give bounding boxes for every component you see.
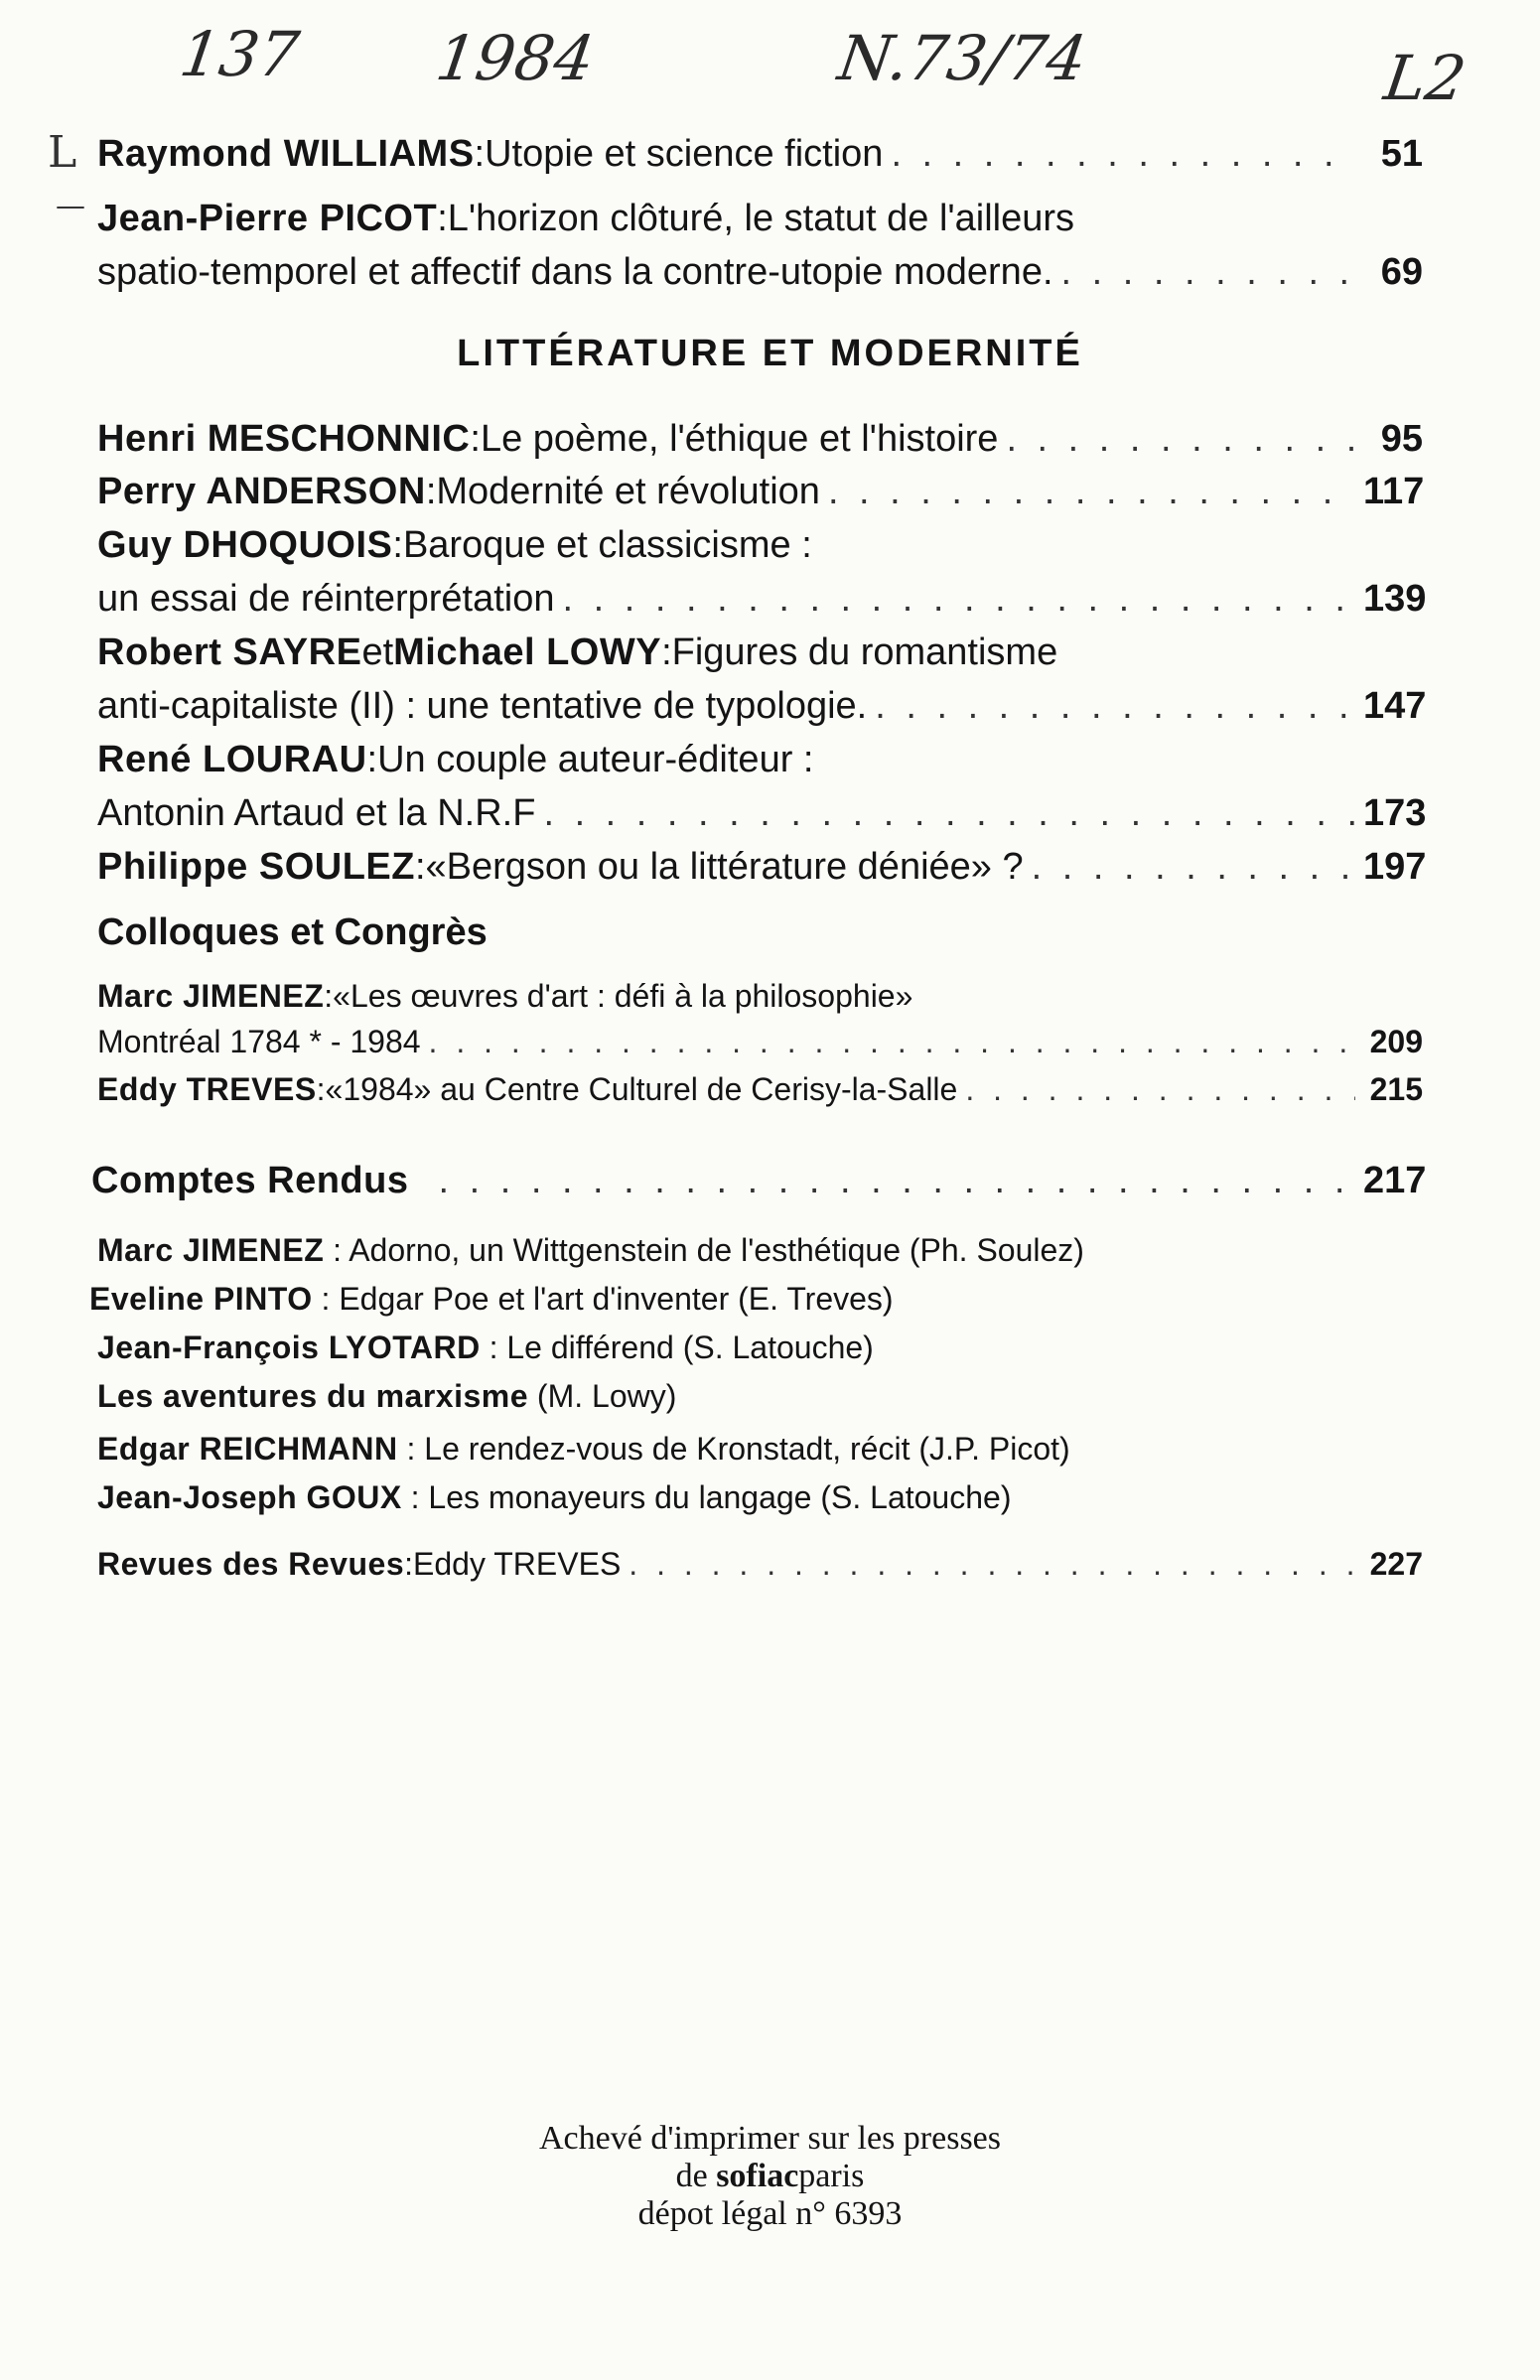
review-text: : Les monayeurs du langage (S. Latouche)	[401, 1479, 1012, 1515]
author-name: Henri MESCHONNIC	[97, 418, 471, 460]
entry-title-cont: un essai de réinterprétation	[97, 578, 555, 620]
imprint-line-2: de sofiacparis	[675, 2158, 865, 2194]
toc-entry-soulez	[97, 840, 1427, 894]
separator: :	[324, 978, 334, 1014]
entry-title: Modernité et révolution	[436, 471, 820, 512]
separator: :	[661, 631, 672, 673]
separator: :	[437, 198, 448, 239]
handwritten-issue: N.73/74	[833, 22, 1091, 94]
page-number: 69	[1380, 251, 1423, 293]
entry-title-cont: anti-capitaliste (II) : une tentative de typologie.	[97, 685, 868, 727]
imprint-line-3: dépot légal n° 6393	[637, 2195, 903, 2232]
author-name-2: Michael LOWY	[393, 631, 662, 673]
review-text: : Le différend (S. Latouche)	[480, 1330, 874, 1365]
author-name: Jean-Pierre PICOT	[97, 198, 438, 239]
author-name: Robert SAYRE	[97, 631, 362, 673]
page-number: 209	[1369, 1024, 1423, 1059]
leader-dots	[965, 1066, 1355, 1112]
entry-title: «1984» au Centre Culturel de Cerisy-la-Salle	[325, 1071, 958, 1107]
toc-entry-williams	[97, 127, 1423, 181]
toc-entry-anderson	[97, 465, 1423, 518]
separator: :	[404, 1546, 413, 1582]
colloques-heading: Colloques et Congrès	[97, 911, 488, 953]
page-number: 197	[1363, 846, 1427, 888]
entry-title: Utopie et science fiction	[485, 133, 884, 175]
separator: :	[470, 418, 481, 460]
leader-dots	[438, 1154, 1355, 1207]
review-text: : Edgar Poe et l'art d'inventer (E. Treves)	[312, 1281, 894, 1317]
entry-title: Un couple auteur-éditeur :	[377, 739, 814, 780]
page-number: 147	[1363, 685, 1427, 727]
review-item	[97, 1373, 676, 1419]
entry-title: L'horizon clôturé, le statut de l'ailleurs	[447, 198, 1075, 239]
entry-title: «Bergson ou la littérature déniée» ?	[425, 846, 1024, 888]
review-author: Eveline PINTO	[89, 1281, 313, 1317]
entry-title-cont: Montréal 1784 * - 1984	[97, 1024, 421, 1059]
leader-dots	[1032, 840, 1355, 894]
author-name: Marc JIMENEZ	[97, 978, 325, 1014]
review-item	[97, 1474, 1011, 1520]
review-item	[97, 1426, 1070, 1471]
page-number: 95	[1380, 418, 1423, 460]
separator: :	[366, 739, 378, 780]
leader-dots	[429, 1019, 1355, 1064]
review-author: Marc JIMENEZ	[97, 1232, 325, 1268]
author-name: Perry ANDERSON	[97, 471, 426, 512]
handwritten-number: 137	[175, 18, 304, 90]
author-name: Eddy TREVES	[97, 1071, 317, 1107]
leader-dots	[828, 465, 1355, 518]
review-author: Jean-Joseph GOUX	[97, 1479, 402, 1515]
page-number: 227	[1369, 1546, 1423, 1582]
review-author: Edgar REICHMANN	[97, 1431, 398, 1467]
revues-entry	[97, 1541, 1423, 1587]
entry-title-cont: Antonin Artaud et la N.R.F	[97, 792, 536, 834]
review-item	[97, 1325, 874, 1370]
separator: :	[474, 133, 486, 175]
imprint-line-1: Achevé d'imprimer sur les presses	[539, 2120, 1001, 2157]
review-author: Les aventures du marxisme	[97, 1378, 529, 1414]
review-text: : Le rendez-vous de Kronstadt, récit (J.P. Picot)	[397, 1431, 1070, 1467]
entry-title-cont: spatio-temporel et affectif dans la contre-utopie moderne.	[97, 251, 1053, 293]
margin-mark-2: —	[56, 189, 85, 223]
page-number: 215	[1369, 1071, 1423, 1107]
comptes-rendus-heading: Comptes Rendus	[91, 1160, 409, 1201]
author-name: Raymond WILLIAMS	[97, 133, 475, 175]
colloque-entry-treves	[97, 1066, 1423, 1112]
margin-mark-1: L	[48, 127, 77, 178]
page-number: 139	[1363, 578, 1427, 620]
review-text: (M. Lowy)	[528, 1378, 677, 1414]
leader-dots	[543, 786, 1355, 840]
entry-title: Le poème, l'éthique et l'histoire	[480, 418, 999, 460]
separator: :	[392, 524, 403, 566]
joiner: et	[361, 631, 394, 673]
toc-entry-picot	[97, 192, 1423, 299]
toc-entry-dhoquois	[97, 518, 1427, 626]
separator: :	[316, 1071, 326, 1107]
author-name: René LOURAU	[97, 739, 367, 780]
leader-dots	[1061, 245, 1355, 299]
page-number: 117	[1363, 471, 1425, 512]
imprint	[0, 2120, 1540, 2233]
review-item	[89, 1276, 894, 1322]
leader-dots	[1006, 412, 1355, 466]
page-number: 51	[1380, 133, 1423, 175]
page-number: 217	[1363, 1160, 1427, 1201]
review-text: : Adorno, un Wittgenstein de l'esthétique (Ph. Soulez)	[324, 1232, 1084, 1268]
separator: :	[425, 471, 437, 512]
author-name: Guy DHOQUOIS	[97, 524, 393, 566]
toc-entry-sayre-lowy	[97, 626, 1427, 733]
separator: :	[414, 846, 426, 888]
colloque-entry-jimenez	[97, 973, 1423, 1064]
section-title: LITTÉRATURE ET MODERNITÉ	[457, 333, 1083, 374]
revues-author: Eddy TREVES	[413, 1546, 622, 1582]
handwritten-year: 1984	[431, 22, 599, 94]
entry-title: «Les œuvres d'art : défi à la philosophie»	[333, 978, 913, 1014]
leader-dots	[891, 127, 1355, 181]
author-name: Philippe SOULEZ	[97, 846, 415, 888]
comptes-rendus-heading-row	[91, 1154, 1427, 1207]
entry-title: Figures du romantisme	[671, 631, 1058, 673]
leader-dots	[563, 572, 1355, 626]
printer-name: sofiac	[716, 2158, 799, 2194]
review-item	[97, 1227, 1084, 1273]
leader-dots	[629, 1541, 1355, 1587]
handwritten-code: L2	[1379, 42, 1470, 114]
toc-entry-meschonnic	[97, 412, 1423, 466]
review-author: Jean-François LYOTARD	[97, 1330, 481, 1365]
leader-dots	[875, 679, 1355, 733]
entry-title: Baroque et classicisme :	[402, 524, 812, 566]
toc-entry-lourau	[97, 733, 1427, 840]
revues-label: Revues des Revues	[97, 1546, 405, 1582]
page-number: 173	[1363, 792, 1427, 834]
